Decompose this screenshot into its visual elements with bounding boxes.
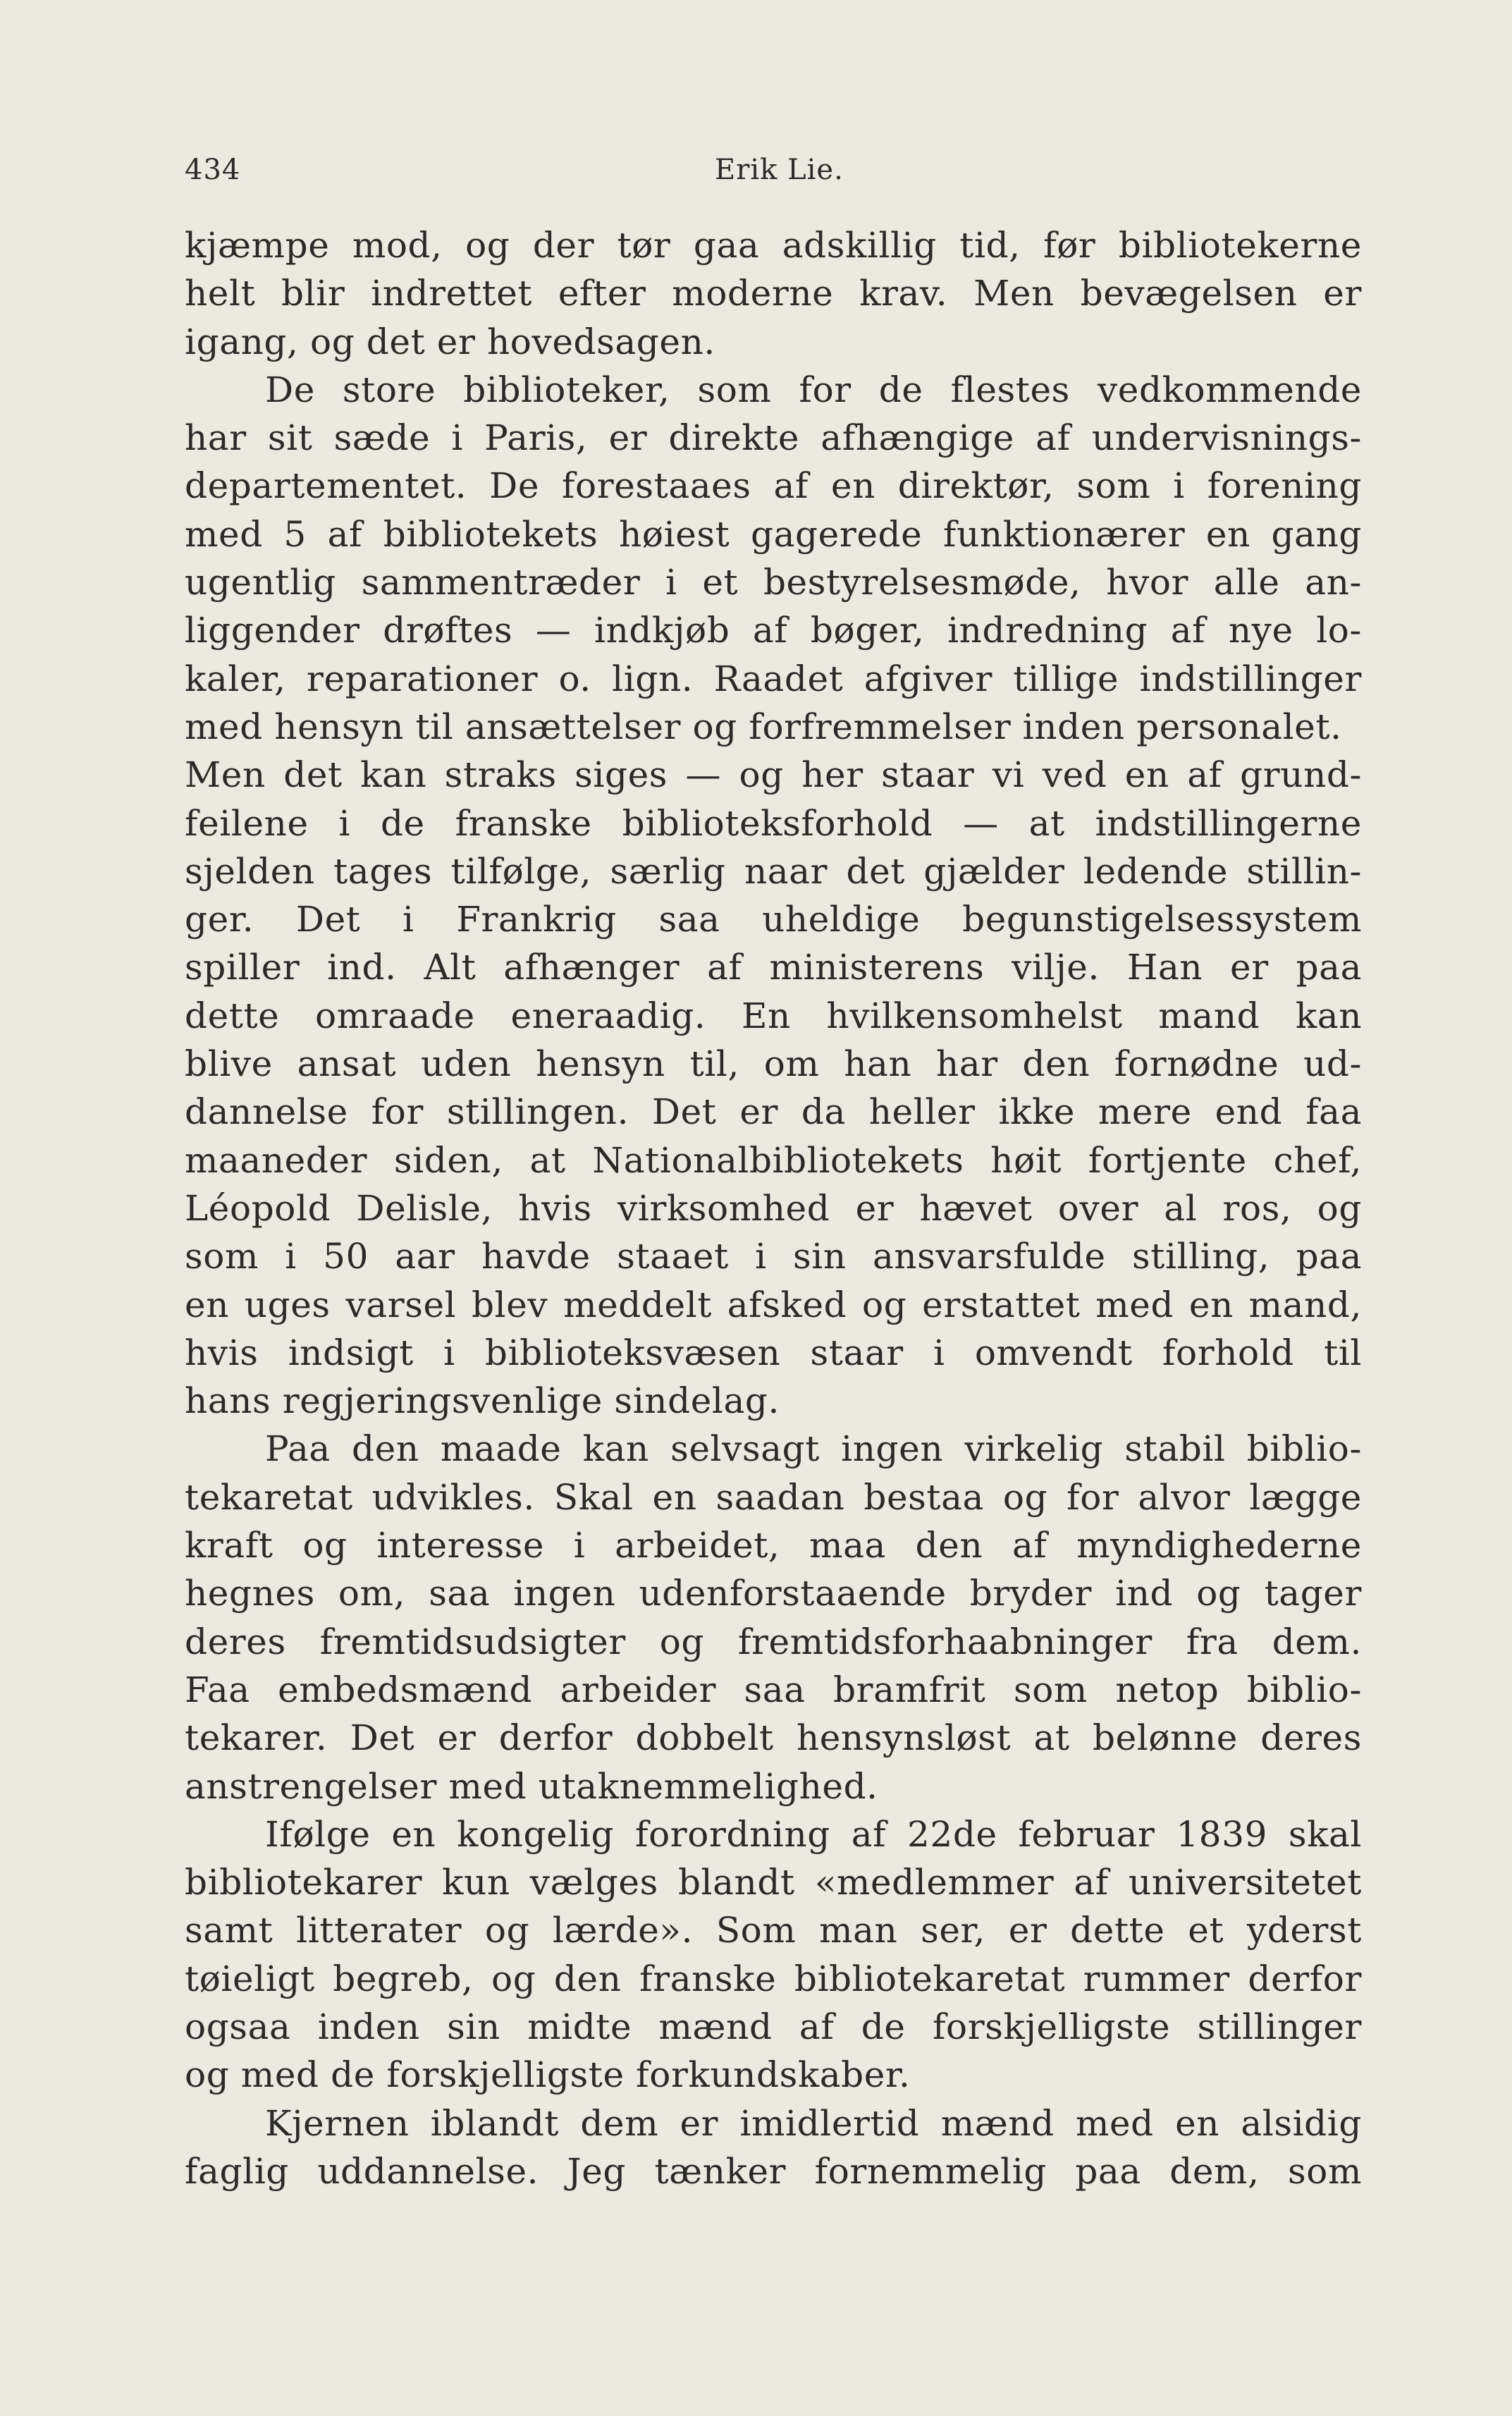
text-line: faglig uddannelse. Jeg tænker fornemmelig paa dem, som <box>185 2150 1362 2192</box>
text-line: og med de forskjelligste forkundskaber. <box>185 2054 911 2096</box>
text-line: Faa embedsmænd arbeider saa bramfrit som netop biblio- <box>185 1669 1362 1710</box>
text-line: med hensyn til ansættelser og forfremmelser inden personalet. <box>185 706 1342 747</box>
text-line: Paa den maade kan selvsagt ingen virkelig stabil biblio- <box>265 1428 1362 1470</box>
text-line: sjelden tages tilfølge, særlig naar det gjælder ledende stillin- <box>185 850 1362 892</box>
text-line: liggender drøftes — indkjøb af bøger, indredning af nye lo- <box>185 610 1362 651</box>
text-line: Léopold Delisle, hvis virksomhed er hævet over al ros, og <box>185 1187 1362 1229</box>
text-line: feilene i de franske biblioteksforhold — at indstillingerne <box>185 802 1362 844</box>
text-line: ogsaa inden sin midte mænd af de forskjelligste stillinger <box>185 2006 1362 2047</box>
text-line: departementet. De forestaaes af en direktør, som i forening <box>185 465 1362 507</box>
text-line: hvis indsigt i biblioteksvæsen staar i omvendt forhold til <box>185 1332 1362 1373</box>
page-header <box>185 154 1362 196</box>
text-line: blive ansat uden hensyn til, om han har den fornødne ud- <box>185 1043 1362 1085</box>
text-line: som i 50 aar havde staaet i sin ansvarsfulde stilling, paa <box>185 1236 1362 1277</box>
text-line: De store biblioteker, som for de flestes vedkommende <box>265 369 1362 410</box>
text-line: hegnes om, saa ingen udenforstaaende bryder ind og tager <box>185 1573 1362 1614</box>
text-line: dette omraade eneraadig. En hvilkensomhelst mand kan <box>185 995 1362 1036</box>
text-line: bibliotekarer kun vælges blandt «medlemmer af universitetet <box>185 1862 1362 1903</box>
text-line: en uges varsel blev meddelt afsked og erstattet med en mand, <box>185 1284 1362 1325</box>
text-line: anstrengelser med utaknemmelighed. <box>185 1765 878 1807</box>
text-line: samt litterater og lærde». Som man ser, er dette et yderst <box>185 1910 1362 1951</box>
body-text <box>185 221 1362 2195</box>
text-line: dannelse for stillingen. Det er da heller ikke mere end faa <box>185 1091 1362 1133</box>
text-line: Men det kan straks siges — og her staar vi ved en af grund- <box>185 754 1362 796</box>
text-line: ugentlig sammentræder i et bestyrelsesmøde, hvor alle an- <box>185 562 1362 603</box>
text-line: kjæmpe mod, og der tør gaa adskillig tid, før bibliotekerne <box>185 225 1362 266</box>
text-line: hans regjeringsvenlige sindelag. <box>185 1380 780 1422</box>
text-line: tøieligt begreb, og den franske bibliotekaretat rummer derfor <box>185 1958 1362 1999</box>
text-line: igang, og det er hovedsagen. <box>185 321 715 362</box>
page-number: 434 <box>185 154 241 186</box>
text-line: deres fremtidsudsigter og fremtidsforhaabninger fra dem. <box>185 1621 1362 1662</box>
text-line: Ifølge en kongelig forordning af 22de februar 1839 skal <box>265 1813 1362 1855</box>
running-head: Erik Lie. <box>715 154 844 186</box>
text-line: har sit sæde i Paris, er direkte afhængige af undervisnings- <box>185 417 1362 459</box>
text-line: med 5 af bibliotekets høiest gagerede funktionærer en gang <box>185 513 1362 555</box>
text-line: tekaretat udvikles. Skal en saadan bestaa og for alvor lægge <box>185 1476 1362 1518</box>
text-line: Kjernen iblandt dem er imidlertid mænd med en alsidig <box>265 2102 1362 2144</box>
text-line: spiller ind. Alt afhænger af ministerens vilje. Han er paa <box>185 947 1362 988</box>
text-line: maaneder siden, at Nationalbibliotekets høit fortjente chef, <box>185 1139 1362 1181</box>
text-line: kaler, reparationer o. lign. Raadet afgiver tillige indstillinger <box>185 658 1362 699</box>
text-line: kraft og interesse i arbeidet, maa den af myndighederne <box>185 1525 1362 1566</box>
text-line: tekarer. Det er derfor dobbelt hensynsløst at belønne deres <box>185 1717 1362 1759</box>
text-line: helt blir indrettet efter moderne krav. Men bevægelsen er <box>185 273 1362 314</box>
text-line: ger. Det i Frankrig saa uheldige begunstigelsessystem <box>185 899 1362 940</box>
